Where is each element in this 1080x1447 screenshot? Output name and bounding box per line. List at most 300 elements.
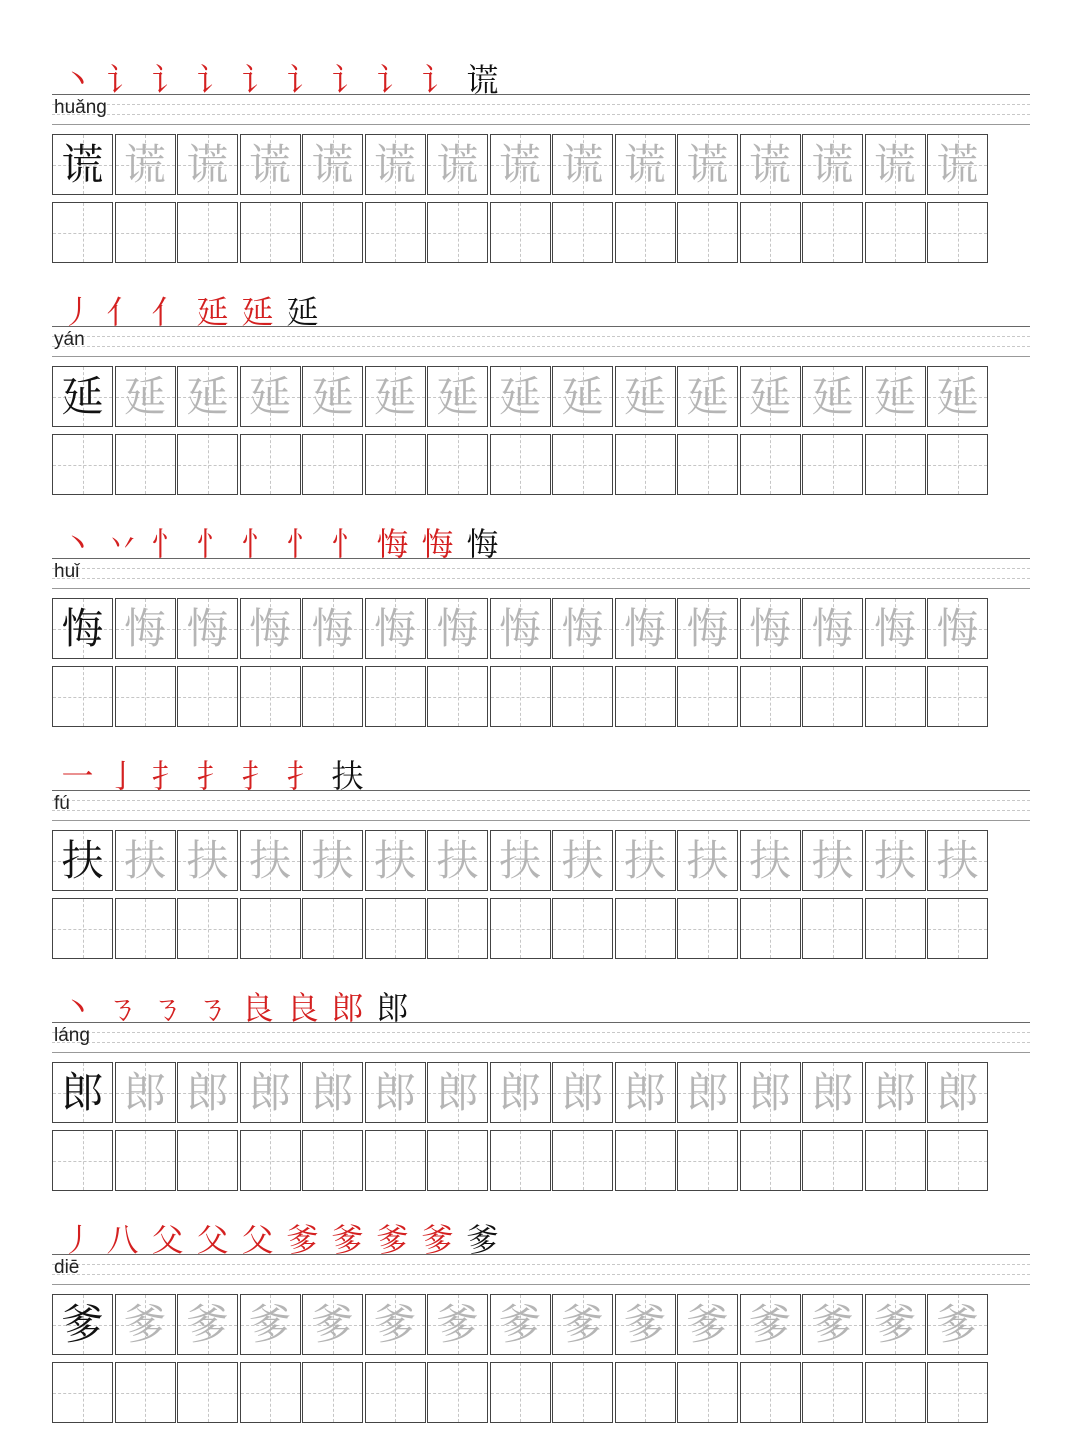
trace-character: 谎 bbox=[123, 139, 166, 189]
blank-cell[interactable] bbox=[927, 898, 988, 959]
practice-row bbox=[52, 1130, 990, 1191]
trace-character: 郎 bbox=[186, 1067, 229, 1117]
trace-cell bbox=[677, 134, 738, 195]
blank-cell[interactable] bbox=[740, 434, 801, 495]
trace-character: 延 bbox=[436, 371, 479, 421]
stroke-step: 良 bbox=[286, 989, 319, 1027]
model-character: 谎 bbox=[61, 139, 104, 189]
trace-cell bbox=[365, 1062, 426, 1123]
stroke-step: 讠 bbox=[151, 61, 184, 99]
trace-character: 扶 bbox=[373, 835, 416, 885]
trace-character: 爹 bbox=[936, 1299, 979, 1349]
trace-character: 爹 bbox=[873, 1299, 916, 1349]
model-cell bbox=[52, 1294, 113, 1355]
tracing-row bbox=[52, 830, 990, 891]
model-character: 爹 bbox=[61, 1299, 104, 1349]
trace-character: 悔 bbox=[811, 603, 854, 653]
trace-character: 谎 bbox=[873, 139, 916, 189]
blank-cell[interactable] bbox=[615, 1130, 676, 1191]
blank-cell[interactable] bbox=[177, 202, 238, 263]
character-block bbox=[0, 50, 1080, 282]
blank-cell[interactable] bbox=[302, 434, 363, 495]
trace-character: 谎 bbox=[436, 139, 479, 189]
blank-cell[interactable] bbox=[740, 666, 801, 727]
blank-cell[interactable] bbox=[427, 1130, 488, 1191]
blank-cell[interactable] bbox=[552, 898, 613, 959]
stroke-step: 一 bbox=[61, 757, 94, 795]
stroke-step: 悔 bbox=[466, 525, 499, 563]
blank-cell[interactable] bbox=[490, 666, 551, 727]
trace-cell bbox=[552, 598, 613, 659]
blank-cell[interactable] bbox=[802, 666, 863, 727]
trace-cell bbox=[865, 366, 926, 427]
trace-cell bbox=[427, 1062, 488, 1123]
practice-row bbox=[52, 434, 990, 495]
blank-cell[interactable] bbox=[52, 202, 113, 263]
stroke-step: 扶 bbox=[331, 757, 364, 795]
trace-character: 爹 bbox=[498, 1299, 541, 1349]
trace-character: 延 bbox=[623, 371, 666, 421]
trace-character: 悔 bbox=[561, 603, 604, 653]
stroke-step: 讠 bbox=[331, 61, 364, 99]
trace-cell bbox=[927, 134, 988, 195]
trace-cell bbox=[302, 134, 363, 195]
character-block bbox=[0, 514, 1080, 746]
blank-cell[interactable] bbox=[552, 1130, 613, 1191]
blank-cell[interactable] bbox=[302, 666, 363, 727]
trace-cell bbox=[865, 598, 926, 659]
blank-cell[interactable] bbox=[552, 202, 613, 263]
practice-row bbox=[52, 1362, 990, 1423]
blank-cell[interactable] bbox=[865, 898, 926, 959]
trace-character: 扶 bbox=[748, 835, 791, 885]
blank-cell[interactable] bbox=[365, 1130, 426, 1191]
trace-character: 延 bbox=[561, 371, 604, 421]
trace-cell bbox=[365, 134, 426, 195]
stroke-step: 爹 bbox=[286, 1221, 319, 1259]
trace-cell bbox=[177, 1294, 238, 1355]
trace-cell bbox=[177, 366, 238, 427]
stroke-step: 亻 bbox=[106, 293, 139, 331]
blank-cell[interactable] bbox=[115, 202, 176, 263]
pinyin-label: fú bbox=[54, 793, 70, 814]
blank-cell[interactable] bbox=[865, 1362, 926, 1423]
trace-cell bbox=[240, 366, 301, 427]
stroke-step: ㄋ bbox=[196, 989, 229, 1027]
trace-cell bbox=[552, 366, 613, 427]
stroke-step: 爹 bbox=[376, 1221, 409, 1259]
pinyin-label: huǐ bbox=[54, 561, 80, 582]
trace-character: 扶 bbox=[123, 835, 166, 885]
stroke-step: ㄋ bbox=[106, 989, 139, 1027]
trace-character: 扶 bbox=[436, 835, 479, 885]
character-block bbox=[0, 282, 1080, 514]
trace-cell bbox=[427, 598, 488, 659]
trace-character: 悔 bbox=[248, 603, 291, 653]
trace-character: 延 bbox=[811, 371, 854, 421]
blank-cell[interactable] bbox=[677, 202, 738, 263]
trace-character: 延 bbox=[311, 371, 354, 421]
blank-cell[interactable] bbox=[927, 434, 988, 495]
stroke-step: 延 bbox=[286, 293, 319, 331]
blank-cell[interactable] bbox=[427, 1362, 488, 1423]
blank-cell[interactable] bbox=[177, 434, 238, 495]
trace-cell bbox=[677, 830, 738, 891]
blank-cell[interactable] bbox=[490, 202, 551, 263]
blank-cell[interactable] bbox=[240, 1362, 301, 1423]
trace-cell bbox=[302, 830, 363, 891]
trace-character: 扶 bbox=[186, 835, 229, 885]
trace-character: 谎 bbox=[373, 139, 416, 189]
trace-character: 谎 bbox=[686, 139, 729, 189]
blank-cell[interactable] bbox=[302, 898, 363, 959]
blank-cell[interactable] bbox=[365, 202, 426, 263]
trace-character: 郎 bbox=[811, 1067, 854, 1117]
blank-cell[interactable] bbox=[927, 202, 988, 263]
stroke-step: 亻 bbox=[151, 293, 184, 331]
trace-cell bbox=[427, 830, 488, 891]
tracing-row bbox=[52, 1062, 990, 1123]
trace-cell bbox=[927, 598, 988, 659]
blank-cell[interactable] bbox=[52, 434, 113, 495]
trace-character: 谎 bbox=[623, 139, 666, 189]
blank-cell[interactable] bbox=[615, 666, 676, 727]
trace-cell bbox=[927, 366, 988, 427]
blank-cell[interactable] bbox=[490, 434, 551, 495]
trace-cell bbox=[615, 830, 676, 891]
trace-cell bbox=[302, 1294, 363, 1355]
blank-cell[interactable] bbox=[365, 898, 426, 959]
trace-character: 延 bbox=[936, 371, 979, 421]
blank-cell[interactable] bbox=[677, 666, 738, 727]
trace-character: 扶 bbox=[623, 835, 666, 885]
trace-cell bbox=[552, 134, 613, 195]
trace-cell bbox=[927, 830, 988, 891]
trace-cell bbox=[115, 134, 176, 195]
pinyin-lines bbox=[52, 94, 1030, 124]
trace-cell bbox=[240, 598, 301, 659]
model-cell bbox=[52, 830, 113, 891]
trace-cell bbox=[615, 134, 676, 195]
pinyin-lines bbox=[52, 558, 1030, 588]
trace-character: 延 bbox=[186, 371, 229, 421]
trace-cell bbox=[677, 1294, 738, 1355]
blank-cell[interactable] bbox=[552, 1362, 613, 1423]
blank-cell[interactable] bbox=[802, 898, 863, 959]
trace-cell bbox=[427, 366, 488, 427]
stroke-step: 扌 bbox=[151, 757, 184, 795]
trace-cell bbox=[177, 134, 238, 195]
blank-cell[interactable] bbox=[615, 1362, 676, 1423]
trace-cell bbox=[865, 830, 926, 891]
stroke-step: 亅 bbox=[106, 757, 139, 795]
stroke-step: 扌 bbox=[241, 757, 274, 795]
trace-character: 悔 bbox=[936, 603, 979, 653]
blank-cell[interactable] bbox=[927, 666, 988, 727]
stroke-step: 父 bbox=[151, 1221, 184, 1259]
blank-cell[interactable] bbox=[615, 434, 676, 495]
blank-cell[interactable] bbox=[115, 666, 176, 727]
trace-cell bbox=[115, 1062, 176, 1123]
trace-character: 延 bbox=[748, 371, 791, 421]
trace-character: 爹 bbox=[748, 1299, 791, 1349]
blank-cell[interactable] bbox=[240, 202, 301, 263]
blank-cell[interactable] bbox=[490, 1362, 551, 1423]
stroke-step: 丶 bbox=[61, 525, 94, 563]
trace-cell bbox=[365, 830, 426, 891]
blank-cell[interactable] bbox=[177, 666, 238, 727]
stroke-step: 延 bbox=[241, 293, 274, 331]
blank-cell[interactable] bbox=[740, 1362, 801, 1423]
trace-character: 悔 bbox=[686, 603, 729, 653]
trace-character: 郎 bbox=[248, 1067, 291, 1117]
trace-character: 延 bbox=[498, 371, 541, 421]
blank-cell[interactable] bbox=[677, 898, 738, 959]
trace-cell bbox=[490, 134, 551, 195]
model-character: 延 bbox=[61, 371, 104, 421]
stroke-step: 扌 bbox=[196, 757, 229, 795]
pinyin-lines bbox=[52, 1022, 1030, 1052]
trace-cell bbox=[740, 366, 801, 427]
blank-cell[interactable] bbox=[615, 898, 676, 959]
trace-character: 悔 bbox=[373, 603, 416, 653]
trace-character: 扶 bbox=[873, 835, 916, 885]
blank-cell[interactable] bbox=[115, 1130, 176, 1191]
trace-cell bbox=[490, 1062, 551, 1123]
trace-cell bbox=[927, 1062, 988, 1123]
stroke-step: 讠 bbox=[196, 61, 229, 99]
tracing-row bbox=[52, 598, 990, 659]
trace-cell bbox=[740, 1062, 801, 1123]
trace-cell bbox=[302, 1062, 363, 1123]
model-cell bbox=[52, 134, 113, 195]
blank-cell[interactable] bbox=[802, 1130, 863, 1191]
blank-cell[interactable] bbox=[490, 898, 551, 959]
trace-cell bbox=[615, 1062, 676, 1123]
stroke-step: 丿 bbox=[61, 1221, 94, 1259]
blank-cell[interactable] bbox=[677, 1130, 738, 1191]
practice-row bbox=[52, 898, 990, 959]
character-block bbox=[0, 978, 1080, 1210]
trace-character: 爹 bbox=[373, 1299, 416, 1349]
blank-cell[interactable] bbox=[365, 666, 426, 727]
stroke-step: ㄋ bbox=[151, 989, 184, 1027]
blank-cell[interactable] bbox=[427, 666, 488, 727]
blank-cell[interactable] bbox=[427, 434, 488, 495]
trace-character: 悔 bbox=[436, 603, 479, 653]
trace-character: 扶 bbox=[248, 835, 291, 885]
trace-cell bbox=[490, 1294, 551, 1355]
trace-character: 谎 bbox=[248, 139, 291, 189]
blank-cell[interactable] bbox=[865, 666, 926, 727]
trace-character: 郎 bbox=[686, 1067, 729, 1117]
trace-cell bbox=[240, 1294, 301, 1355]
blank-cell[interactable] bbox=[677, 434, 738, 495]
stroke-step: 忄 bbox=[241, 525, 274, 563]
trace-character: 爹 bbox=[811, 1299, 854, 1349]
blank-cell[interactable] bbox=[115, 1362, 176, 1423]
stroke-step: 扌 bbox=[286, 757, 319, 795]
trace-cell bbox=[490, 598, 551, 659]
stroke-step: 父 bbox=[241, 1221, 274, 1259]
pinyin-lines bbox=[52, 326, 1030, 356]
trace-character: 悔 bbox=[748, 603, 791, 653]
trace-cell bbox=[802, 366, 863, 427]
stroke-step: 爹 bbox=[331, 1221, 364, 1259]
pinyin-lines bbox=[52, 790, 1030, 820]
trace-cell bbox=[115, 598, 176, 659]
blank-cell[interactable] bbox=[240, 434, 301, 495]
trace-cell bbox=[427, 1294, 488, 1355]
stroke-step: 爹 bbox=[466, 1221, 499, 1259]
trace-character: 爹 bbox=[248, 1299, 291, 1349]
blank-cell[interactable] bbox=[677, 1362, 738, 1423]
trace-character: 悔 bbox=[873, 603, 916, 653]
pinyin-label: diē bbox=[54, 1257, 80, 1278]
blank-cell[interactable] bbox=[177, 1130, 238, 1191]
trace-character: 谎 bbox=[311, 139, 354, 189]
blank-cell[interactable] bbox=[615, 202, 676, 263]
blank-cell[interactable] bbox=[740, 202, 801, 263]
trace-character: 扶 bbox=[498, 835, 541, 885]
blank-cell[interactable] bbox=[52, 1130, 113, 1191]
blank-cell[interactable] bbox=[740, 1130, 801, 1191]
tracing-row bbox=[52, 134, 990, 195]
trace-character: 悔 bbox=[498, 603, 541, 653]
trace-character: 悔 bbox=[186, 603, 229, 653]
trace-cell bbox=[552, 1294, 613, 1355]
model-cell bbox=[52, 366, 113, 427]
blank-cell[interactable] bbox=[115, 434, 176, 495]
trace-character: 郎 bbox=[748, 1067, 791, 1117]
blank-cell[interactable] bbox=[927, 1362, 988, 1423]
trace-character: 谎 bbox=[561, 139, 604, 189]
trace-cell bbox=[927, 1294, 988, 1355]
trace-character: 延 bbox=[873, 371, 916, 421]
trace-cell bbox=[365, 1294, 426, 1355]
stroke-step: 延 bbox=[196, 293, 229, 331]
trace-cell bbox=[177, 598, 238, 659]
trace-cell bbox=[865, 1294, 926, 1355]
trace-character: 谎 bbox=[811, 139, 854, 189]
pinyin-label: láng bbox=[54, 1025, 90, 1046]
trace-character: 郎 bbox=[623, 1067, 666, 1117]
trace-character: 郎 bbox=[936, 1067, 979, 1117]
blank-cell[interactable] bbox=[427, 898, 488, 959]
stroke-step: 讠 bbox=[421, 61, 454, 99]
blank-cell[interactable] bbox=[490, 1130, 551, 1191]
stroke-step: 丶 bbox=[61, 61, 94, 99]
pinyin-label: huǎng bbox=[54, 97, 107, 118]
trace-cell bbox=[740, 598, 801, 659]
trace-cell bbox=[740, 1294, 801, 1355]
trace-cell bbox=[552, 1062, 613, 1123]
character-block bbox=[0, 746, 1080, 978]
trace-cell bbox=[365, 598, 426, 659]
trace-cell bbox=[615, 366, 676, 427]
trace-character: 悔 bbox=[123, 603, 166, 653]
blank-cell[interactable] bbox=[865, 434, 926, 495]
trace-character: 延 bbox=[248, 371, 291, 421]
blank-cell[interactable] bbox=[865, 1130, 926, 1191]
blank-cell[interactable] bbox=[177, 1362, 238, 1423]
stroke-step: 丷 bbox=[106, 525, 139, 563]
blank-cell[interactable] bbox=[927, 1130, 988, 1191]
trace-character: 郎 bbox=[561, 1067, 604, 1117]
blank-cell[interactable] bbox=[552, 434, 613, 495]
trace-cell bbox=[802, 134, 863, 195]
trace-character: 郎 bbox=[498, 1067, 541, 1117]
blank-cell[interactable] bbox=[177, 898, 238, 959]
blank-cell[interactable] bbox=[52, 898, 113, 959]
blank-cell[interactable] bbox=[52, 666, 113, 727]
stroke-step: 良 bbox=[241, 989, 274, 1027]
blank-cell[interactable] bbox=[427, 202, 488, 263]
blank-cell[interactable] bbox=[240, 666, 301, 727]
trace-cell bbox=[677, 598, 738, 659]
blank-cell[interactable] bbox=[365, 1362, 426, 1423]
stroke-step: 讠 bbox=[106, 61, 139, 99]
model-character: 悔 bbox=[61, 603, 104, 653]
trace-cell bbox=[552, 830, 613, 891]
trace-character: 郎 bbox=[311, 1067, 354, 1117]
trace-cell bbox=[302, 598, 363, 659]
trace-cell bbox=[115, 1294, 176, 1355]
model-character: 郎 bbox=[61, 1067, 104, 1117]
trace-character: 爹 bbox=[186, 1299, 229, 1349]
blank-cell[interactable] bbox=[552, 666, 613, 727]
trace-character: 郎 bbox=[123, 1067, 166, 1117]
trace-character: 爹 bbox=[311, 1299, 354, 1349]
blank-cell[interactable] bbox=[115, 898, 176, 959]
tracing-row bbox=[52, 1294, 990, 1355]
trace-character: 爹 bbox=[436, 1299, 479, 1349]
blank-cell[interactable] bbox=[802, 434, 863, 495]
model-cell bbox=[52, 598, 113, 659]
trace-cell bbox=[802, 830, 863, 891]
trace-cell bbox=[177, 1062, 238, 1123]
blank-cell[interactable] bbox=[240, 1130, 301, 1191]
trace-character: 延 bbox=[686, 371, 729, 421]
practice-row bbox=[52, 202, 990, 263]
blank-cell[interactable] bbox=[740, 898, 801, 959]
blank-cell[interactable] bbox=[302, 202, 363, 263]
blank-cell[interactable] bbox=[865, 202, 926, 263]
stroke-step: 郎 bbox=[331, 989, 364, 1027]
trace-character: 郎 bbox=[873, 1067, 916, 1117]
blank-cell[interactable] bbox=[302, 1362, 363, 1423]
blank-cell[interactable] bbox=[240, 898, 301, 959]
trace-character: 扶 bbox=[561, 835, 604, 885]
blank-cell[interactable] bbox=[302, 1130, 363, 1191]
trace-cell bbox=[740, 830, 801, 891]
trace-cell bbox=[490, 830, 551, 891]
trace-character: 扶 bbox=[811, 835, 854, 885]
blank-cell[interactable] bbox=[802, 1362, 863, 1423]
trace-cell bbox=[865, 134, 926, 195]
trace-character: 延 bbox=[123, 371, 166, 421]
pinyin-lines bbox=[52, 1254, 1030, 1284]
trace-cell bbox=[615, 598, 676, 659]
blank-cell[interactable] bbox=[52, 1362, 113, 1423]
trace-character: 爹 bbox=[123, 1299, 166, 1349]
trace-character: 谎 bbox=[748, 139, 791, 189]
stroke-step: 悔 bbox=[376, 525, 409, 563]
trace-character: 悔 bbox=[623, 603, 666, 653]
trace-cell bbox=[865, 1062, 926, 1123]
blank-cell[interactable] bbox=[802, 202, 863, 263]
blank-cell[interactable] bbox=[365, 434, 426, 495]
